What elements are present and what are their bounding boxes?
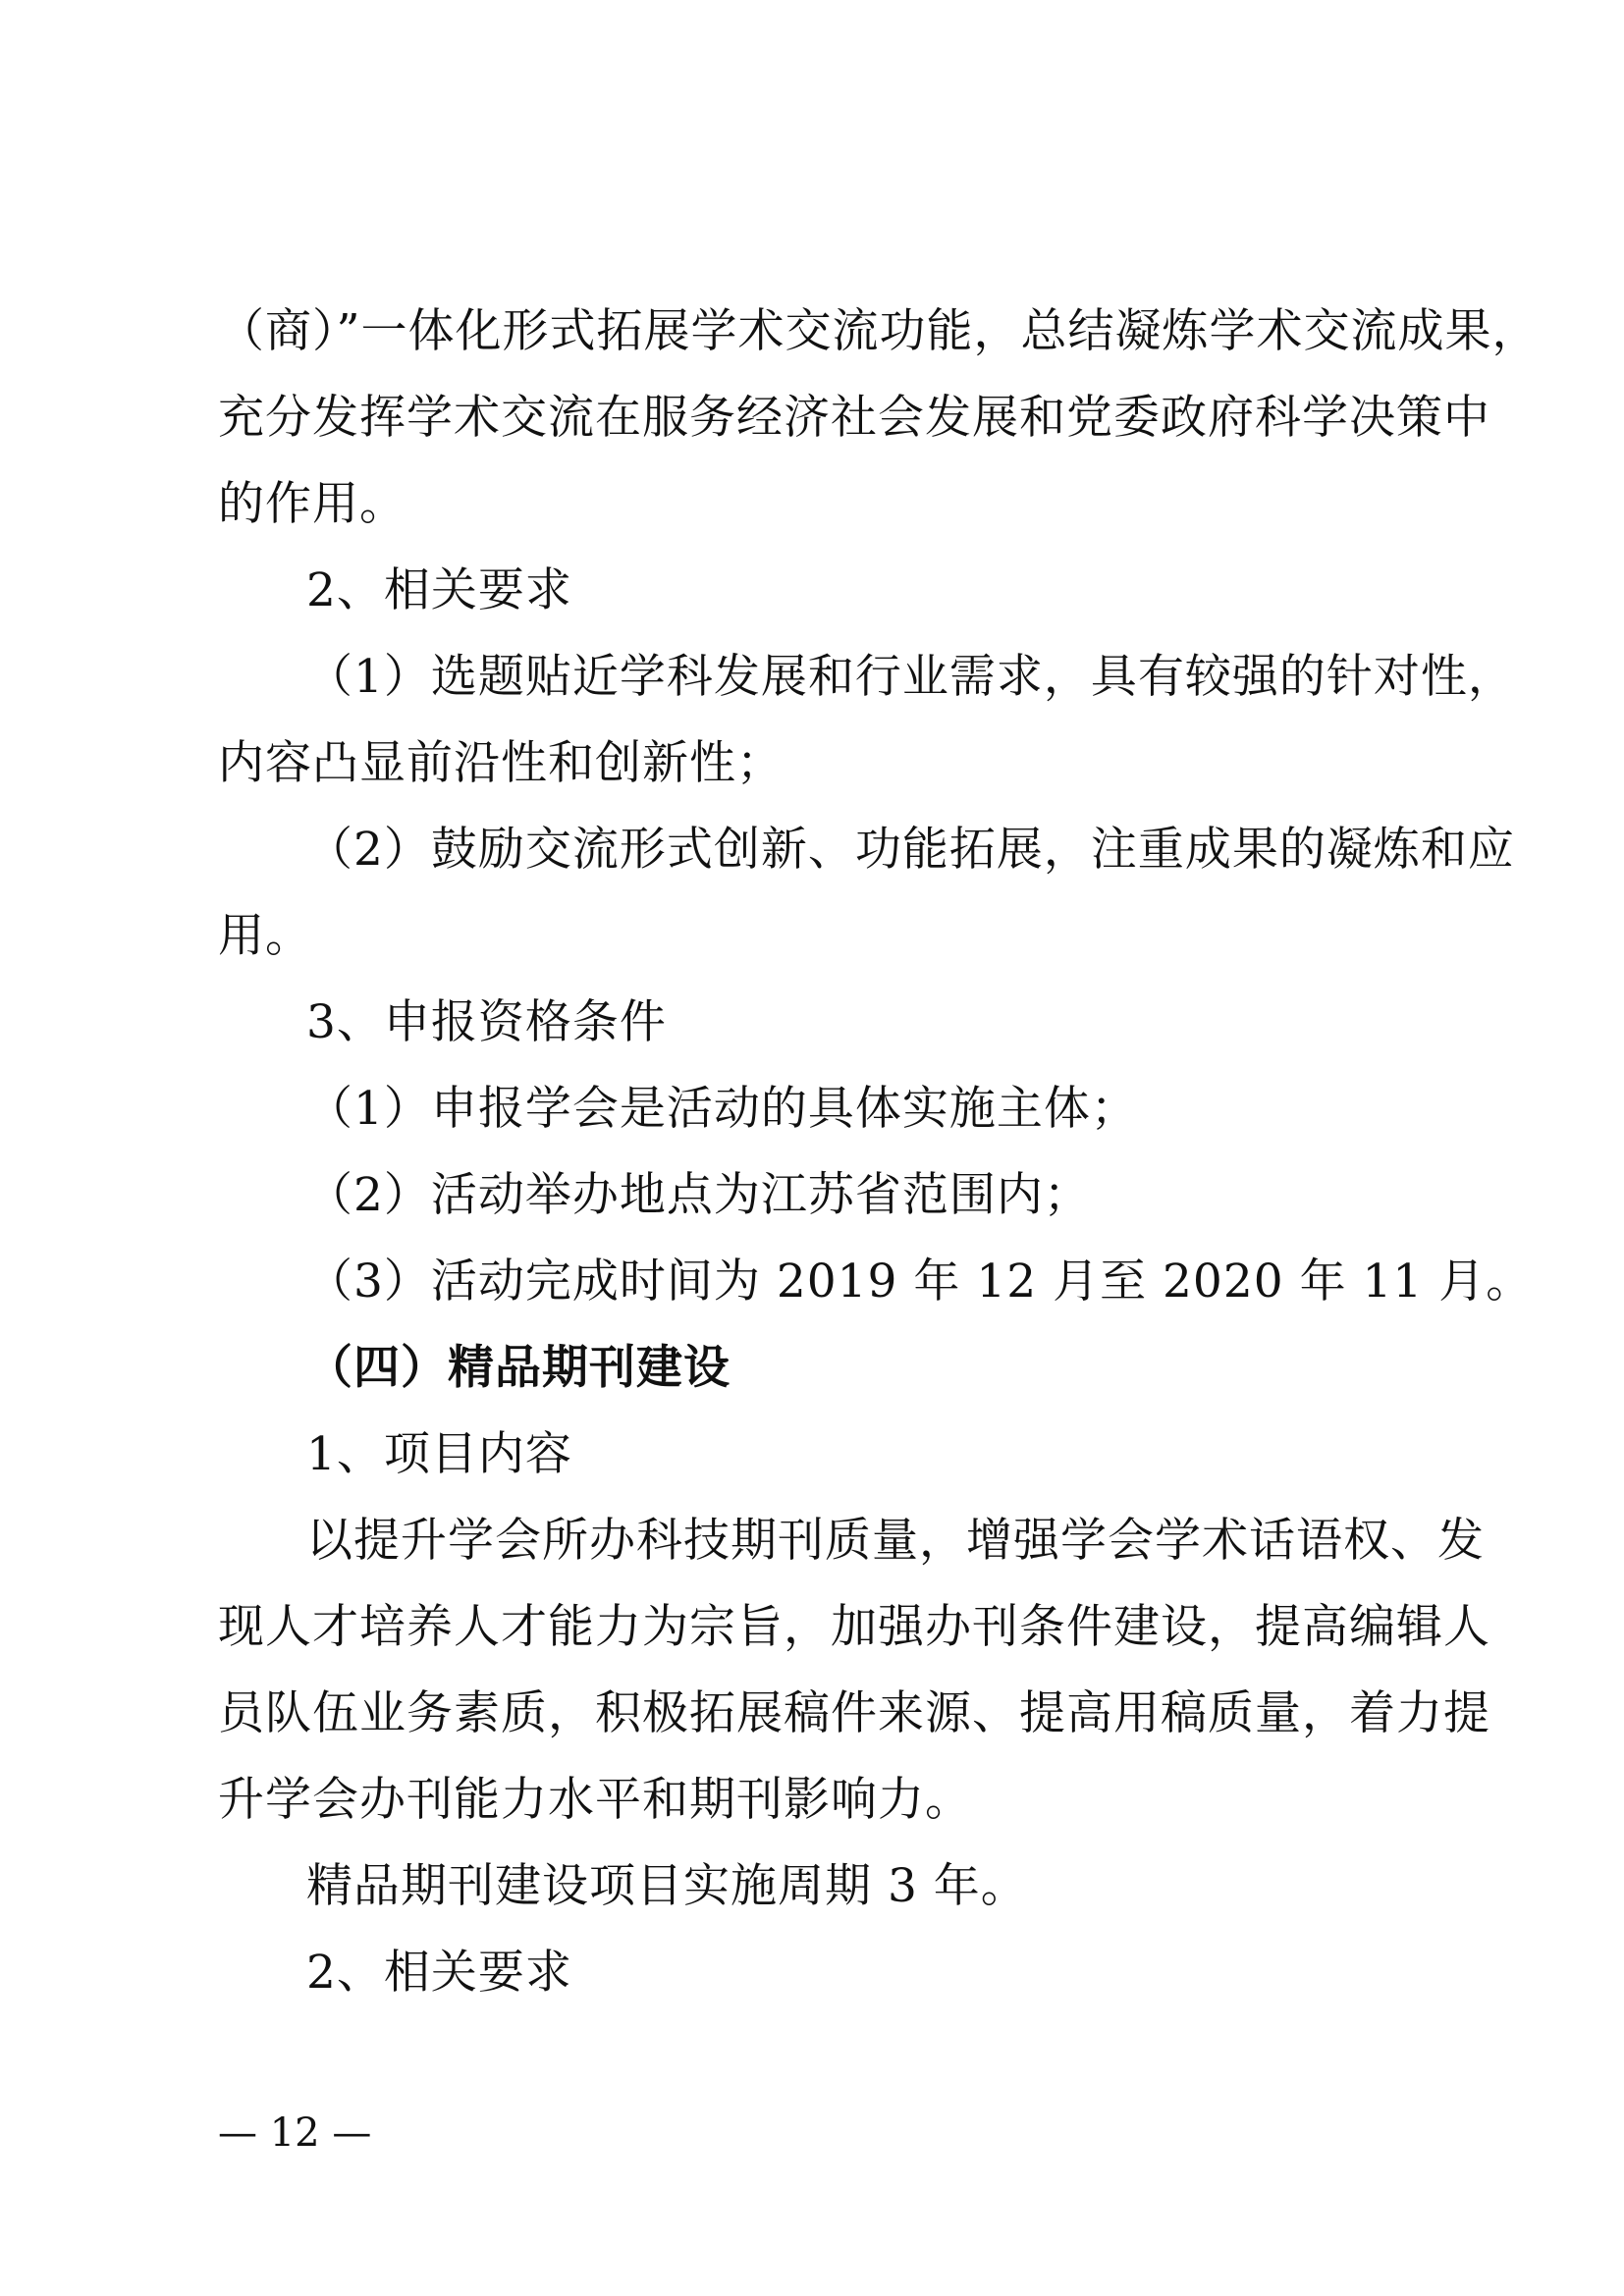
section-heading-related-requirements: 2、相关要求 [306,563,572,617]
requirement-item-2-line-1: （2）鼓励交流形式创新、功能拓展，注重成果的凝炼和应 [306,823,1515,877]
requirement-item-2-line-2: 用。 [218,909,312,963]
section-heading-eligibility: 3、申报资格条件 [306,995,667,1049]
project-content-line-1: 以提升学会所办科技期刊质量，增强学会学术话语权、发 [306,1514,1485,1568]
eligibility-item-2: （2）活动举办地点为江苏省范围内； [306,1168,1091,1222]
body-line-1: （商）”一体化形式拓展学术交流功能，总结凝炼学术交流成果， [218,304,1540,358]
eligibility-item-1: （1）申报学会是活动的具体实施主体； [306,1082,1138,1136]
subsection-heading-project-content: 1、项目内容 [306,1427,572,1481]
project-period-line: 精品期刊建设项目实施周期 3 年。 [306,1859,1028,1913]
requirement-item-1-line-1: （1）选题贴近学科发展和行业需求，具有较强的针对性， [306,650,1515,704]
project-content-line-4: 升学会办刊能力水平和期刊影响力。 [218,1773,972,1827]
body-line-3: 的作用。 [218,477,406,531]
project-content-line-3: 员队伍业务素质，积极拓展稿件来源、提高用稿质量，着力提 [218,1686,1490,1740]
requirement-item-1-line-2: 内容凸显前沿性和创新性； [218,736,784,790]
project-content-line-2: 现人才培养人才能力为宗旨，加强办刊条件建设，提高编辑人 [218,1600,1490,1654]
section-heading-journal-construction: （四）精品期刊建设 [306,1341,731,1395]
page-number: — 12 — [218,2110,372,2156]
subsection-heading-related-requirements-2: 2、相关要求 [306,1946,572,2000]
eligibility-item-3: （3）活动完成时间为 2019 年 12 月至 2020 年 11 月。 [306,1255,1534,1308]
body-line-2: 充分发挥学术交流在服务经济社会发展和党委政府科学决策中 [218,391,1490,445]
